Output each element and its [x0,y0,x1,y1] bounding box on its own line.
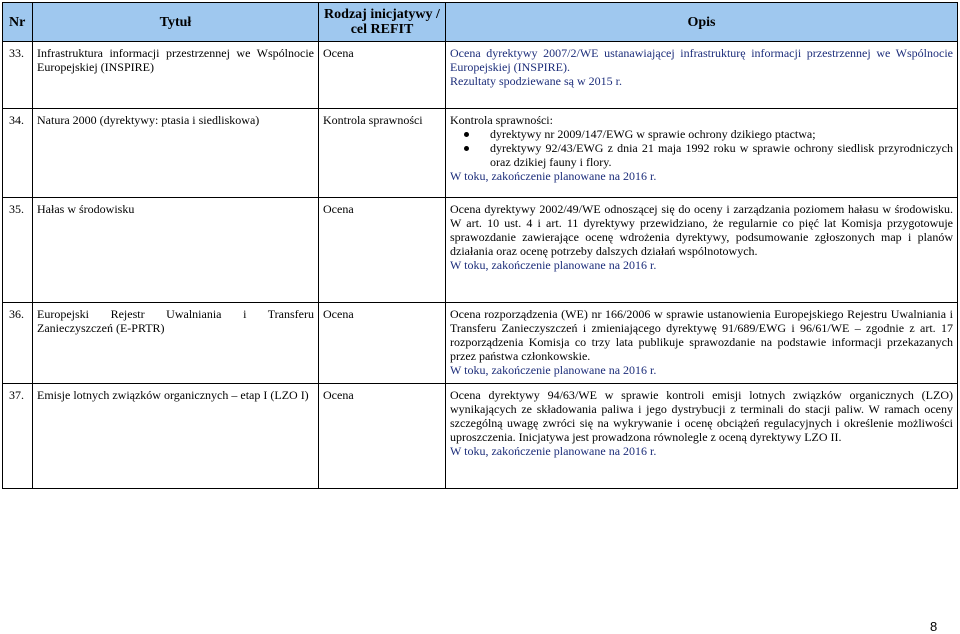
row-desc [446,109,958,198]
table-row [3,384,958,489]
row-title: Europejski Rejestr Uwalniania i Transferu Zanieczyszczeń (E-PRTR) [33,303,319,384]
row-desc-text: Ocena rozporządzenia (WE) nr 166/2006 w sprawie ustanowienia Europejskiego Rejestru Uwalniania i Transferu Zanieczyszczeń i zmieniającego dyrektywę 91/689/EWG i 96/61/WE – zgodnie z art. 17 rozporządzenia Komisja co trzy lata publikuje sprawozdanie na podstawie informacji przekazanych przez państwa członkowskie. [450,307,953,363]
row-nr: 35. [3,198,33,303]
row-title: Infrastruktura informacji przestrzennej we Wspólnocie Europejskiej (INSPIRE) [33,42,319,109]
header-desc: Opis [446,3,958,42]
row-title: Hałas w środowisku [33,198,319,303]
list-item: dyrektywy 92/43/EWG z dnia 21 maja 1992 roku w sprawie ochrony siedlisk przyrodniczych oraz dzikiej fauny i flory. [490,141,953,169]
row-desc-text: Ocena dyrektywy 94/63/WE w sprawie kontroli emisji lotnych związków organicznych (LZO) wynikających ze składowania paliwa i jego dystrybucji z terminali do stacji paliw. W ramach oceny szczególną uwagę zwróci się na wykrywanie i ocenę obciążeń regulacyjnych i określenie możliwości uproszczenia. Inicjatywa jest prowadzona równolegle z oceną dyrektywy LZO II. [450,388,953,444]
header-title: Tytuł [33,3,319,42]
page-number: 8 [930,619,938,634]
refit-initiatives-table [2,2,958,489]
table-row [3,109,958,198]
row-type: Ocena [319,198,446,303]
row-status: W toku, zakończenie planowane na 2016 r. [450,169,657,183]
row-type: Ocena [319,384,446,489]
row-type: Ocena [319,42,446,109]
row-desc [446,384,958,489]
header-nr: Nr [3,3,33,42]
row-desc [446,303,958,384]
table-row [3,303,958,384]
row-title: Emisje lotnych związków organicznych – etap I (LZO I) [33,384,319,489]
table-row [3,42,958,109]
row-title: Natura 2000 (dyrektywy: ptasia i siedliskowa) [33,109,319,198]
row-status: W toku, zakończenie planowane na 2016 r. [450,258,657,272]
row-status: W toku, zakończenie planowane na 2016 r. [450,363,657,377]
list-item: dyrektywy nr 2009/147/EWG w sprawie ochrony dzikiego ptactwa; [490,127,953,141]
row-nr: 33. [3,42,33,109]
table-row [3,198,958,303]
row-nr: 37. [3,384,33,489]
row-status: Rezultaty spodziewane są w 2015 r. [450,74,622,88]
header-type: Rodzaj inicjatywy / cel REFIT [319,3,446,42]
row-desc-text: Ocena dyrektywy 2002/49/WE odnoszącej się do oceny i zarządzania poziomem hałasu w środowisku. W art. 10 ust. 4 i art. 11 dyrektywy przewidziano, że regularnie co pięć lat Komisja przygotowuje sprawozdanie zawierające ocenę wdrożenia dyrektywy, podsumowanie zgłoszonych map i planów działania oraz ocenę potrzeby dalszych działań wspólnotowych. [450,202,953,258]
row-nr: 34. [3,109,33,198]
row-nr: 36. [3,303,33,384]
row-desc-text: Kontrola sprawności: [450,113,553,127]
row-status: W toku, zakończenie planowane na 2016 r. [450,444,657,458]
row-desc-text: Ocena dyrektywy 2007/2/WE ustanawiającej infrastrukturę informacji przestrzennej we Wspólnocie Europejskiej (INSPIRE). [450,46,953,74]
row-type: Kontrola sprawności [319,109,446,198]
table-header-row [3,3,958,42]
bullet-list [450,127,953,169]
row-desc [446,42,958,109]
row-type: Ocena [319,303,446,384]
row-desc [446,198,958,303]
